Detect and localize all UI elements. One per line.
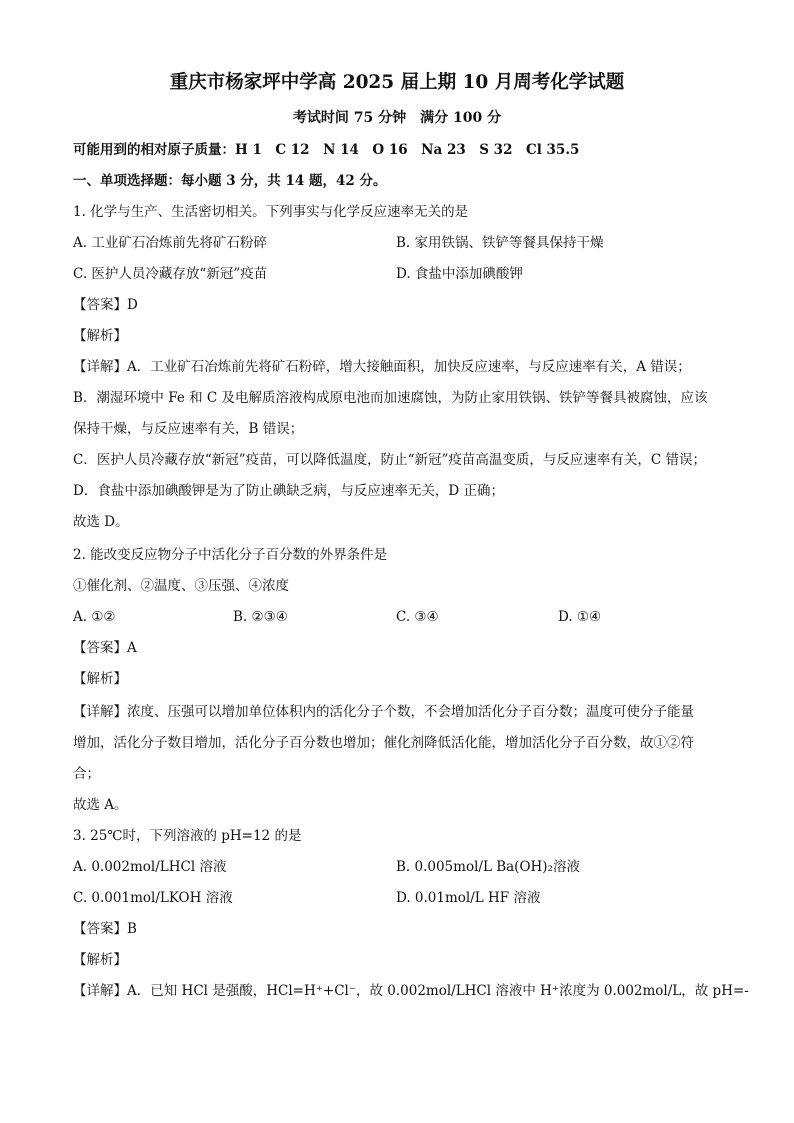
q1-answer: 【答案】D (73, 297, 138, 313)
q2-detail-line: 【详解】浓度、压强可以增加单位体积内的活化分子个数，不会增加活化分子百分数；温度可使分子能量 (73, 704, 694, 720)
q3-option-b: B. 0.005mol/L Ba(OH)₂溶液 (396, 859, 580, 875)
q3-option-c: C. 0.001mol/LKOH 溶液 (73, 890, 233, 906)
q3-detail-line: 【详解】A．已知 HCl 是强酸，HCl=H⁺+Cl⁻，故 0.002mol/LHCl 溶液中 H⁺浓度为 0.002mol/L，故 pH=- (73, 983, 749, 999)
q1-analysis-label: 【解析】 (73, 328, 127, 344)
q2-option-a: A. ①② (73, 609, 116, 625)
q3-option-a: A. 0.002mol/LHCl 溶液 (73, 859, 227, 875)
q2-option-d: D. ①④ (558, 609, 602, 625)
q2-analysis-label: 【解析】 (73, 671, 127, 687)
q1-option-c: C. 医护人员冷藏存放“新冠”疫苗 (73, 266, 268, 282)
exam-info: 考试时间 75 分钟 满分 100 分 (292, 110, 502, 126)
q1-option-a: A. 工业矿石冶炼前先将矿石粉碎 (73, 235, 267, 251)
q1-detail-line: D．食盐中添加碘酸钾是为了防止碘缺乏病，与反应速率无关，D 正确； (73, 483, 504, 499)
q3-stem: 3. 25℃时，下列溶液的 pH=12 的是 (73, 828, 302, 844)
q2-conditions: ①催化剂、②温度、③压强、④浓度 (73, 578, 289, 594)
q2-conclusion: 故选 A。 (73, 797, 128, 813)
q3-option-d: D. 0.01mol/L HF 溶液 (396, 890, 541, 906)
q1-conclusion: 故选 D。 (73, 514, 129, 530)
q2-stem: 2. 能改变反应物分子中活化分子百分数的外界条件是 (73, 547, 388, 563)
q2-answer: 【答案】A (73, 640, 137, 656)
q2-option-b: B. ②③④ (233, 609, 288, 625)
q1-detail-line: 保持干燥，与反应速率有关，B 错误； (73, 421, 304, 437)
q2-detail-line: 合； (73, 766, 100, 782)
q3-answer: 【答案】B (73, 921, 137, 937)
q1-stem: 1. 化学与生产、生活密切相关。下列事实与化学反应速率无关的是 (73, 204, 469, 220)
q2-detail-line: 增加，活化分子数目增加，活化分子百分数也增加；催化剂降低活化能，增加活化分子百分数，故①②符 (73, 735, 694, 751)
q1-detail-line: C．医护人员冷藏存放“新冠”疫苗，可以降低温度，防止“新冠”疫苗高温变质，与反应速率有关，C 错误； (73, 452, 707, 468)
page-title: 重庆市杨家坪中学高 2025 届上期 10 月周考化学试题 (169, 72, 625, 93)
q2-option-c: C. ③④ (396, 609, 439, 625)
atomic-masses: 可能用到的相对原子质量：H 1 C 12 N 14 O 16 Na 23 S 32 Cl 35.5 (73, 142, 580, 158)
section-heading: 一、单项选择题：每小题 3 分，共 14 题，42 分。 (73, 173, 387, 189)
q1-option-d: D. 食盐中添加碘酸钾 (396, 266, 523, 282)
q1-detail-line: 【详解】A．工业矿石冶炼前先将矿石粉碎，增大接触面积，加快反应速率，与反应速率有关，A 错误； (73, 359, 691, 375)
q1-option-b: B. 家用铁锅、铁铲等餐具保持干燥 (396, 235, 604, 251)
q3-analysis-label: 【解析】 (73, 952, 127, 968)
q1-detail-line: B．潮湿环境中 Fe 和 C 及电解质溶液构成原电池而加速腐蚀，为防止家用铁锅、铁铲等餐具被腐蚀，应该 (73, 390, 708, 406)
